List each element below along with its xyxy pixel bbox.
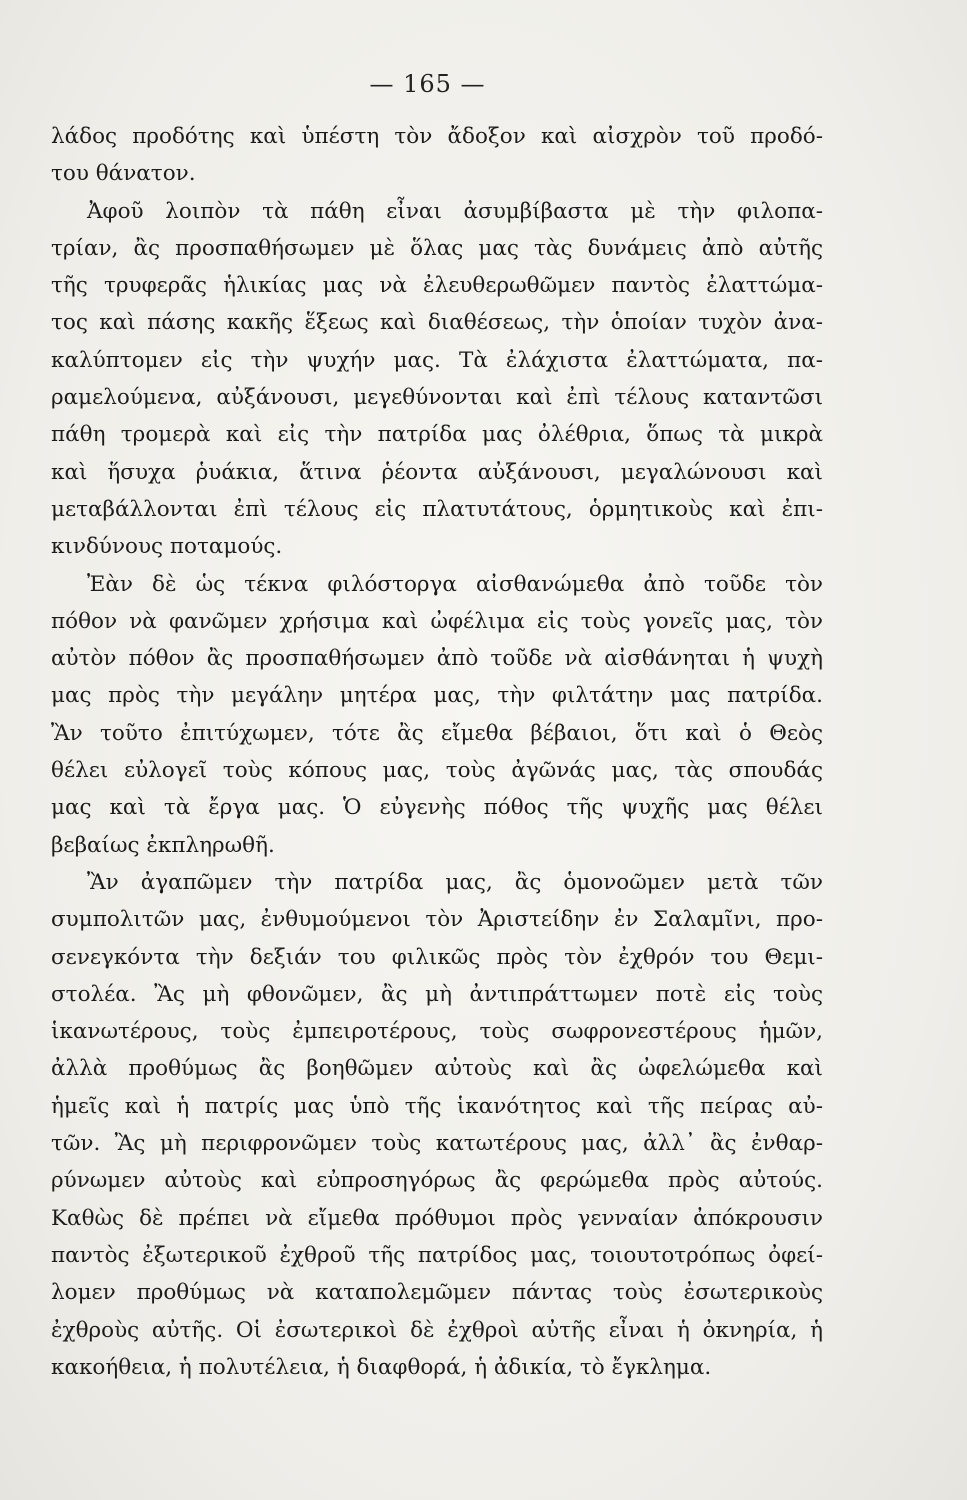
text-line: αὐτὸν πόθον ἂς προσπαθήσωμεν ἀπὸ τοῦδε νὰ αἰσθάνηται ἡ ψυχὴ: [51, 646, 823, 672]
text-line: στολέα. Ἂς μὴ φθονῶμεν, ἂς μὴ ἀντιπράττωμεν ποτὲ εἰς τοὺς: [51, 981, 823, 1007]
text-line: μεταβάλλονται ἐπὶ τέλους εἰς πλατυτάτους, ὁρμητικοὺς καὶ ἐπι-: [51, 496, 823, 522]
text-line: Ἂν τοῦτο ἐπιτύχωμεν, τότε ἂς εἴμεθα βέβαιοι, ὅτι καὶ ὁ Θεὸς: [51, 720, 823, 746]
text-line: καλύπτομεν εἰς τὴν ψυχήν μας. Τὰ ἐλάχιστα ἐλαττώματα, πα-: [51, 347, 823, 373]
text-line: βεβαίως ἐκπληρωθῆ.: [51, 832, 275, 858]
text-line: ραμελούμενα, αὐξάνουσι, μεγεθύνονται καὶ ἐπὶ τέλους καταντῶσι: [51, 385, 823, 411]
text-line: Καθὼς δὲ πρέπει νὰ εἴμεθα πρόθυμοι πρὸς γενναίαν ἀπόκρουσιν: [51, 1205, 823, 1231]
body-text: [51, 118, 823, 1386]
text-line: ἡμεῖς καὶ ἡ πατρίς μας ὑπὸ τῆς ἱκανότητος καὶ τῆς πείρας αὐ-: [51, 1093, 823, 1119]
text-line: κακοήθεια, ἡ πολυτέλεια, ἡ διαφθορά, ἡ ἀδικία, τὸ ἔγκλημα.: [51, 1354, 712, 1380]
text-line: σενεγκόντα τὴν δεξιάν του φιλικῶς πρὸς τὸν ἐχθρόν του Θεμι-: [51, 944, 823, 970]
text-line: τῶν. Ἂς μὴ περιφρονῶμεν τοὺς κατωτέρους μας, ἀλλ᾿ ἂς ἐνθαρ-: [51, 1131, 823, 1157]
text-line: παντὸς ἐξωτερικοῦ ἐχθροῦ τῆς πατρίδος μας, τοιουτοτρόπως ὀφεί-: [51, 1242, 823, 1268]
page-number: — 165 —: [369, 70, 486, 98]
text-line: ρύνωμεν αὐτοὺς καὶ εὐπροσηγόρως ἂς φερώμεθα πρὸς αὐτούς.: [51, 1168, 823, 1194]
text-line: τρίαν, ἂς προσπαθήσωμεν μὲ ὅλας μας τὰς δυνάμεις ἀπὸ αὐτῆς: [51, 235, 823, 261]
text-line: καὶ ἥσυχα ῥυάκια, ἅτινα ῥέοντα αὐξάνουσι, μεγαλώνουσι καὶ: [51, 459, 823, 485]
text-line: ἱκανωτέρους, τοὺς ἐμπειροτέρους, τοὺς σωφρονεστέρους ἡμῶν,: [51, 1019, 823, 1045]
text-line: του θάνατον.: [51, 161, 196, 187]
text-line: λάδος προδότης καὶ ὑπέστη τὸν ἄδοξον καὶ αἰσχρὸν τοῦ προδό-: [51, 124, 823, 149]
text-line: ἀλλὰ προθύμως ἂς βοηθῶμεν αὐτοὺς καὶ ἂς ὠφελώμεθα καὶ: [51, 1056, 823, 1082]
text-line: Ἀφοῦ λοιπὸν τὰ πάθη εἶναι ἀσυμβίβαστα μὲ τὴν φιλοπα-: [87, 198, 823, 224]
text-line: συμπολιτῶν μας, ἐνθυμούμενοι τὸν Ἀριστείδην ἐν Σαλαμῖνι, προ-: [51, 907, 823, 933]
text-line: πάθη τρομερὰ καὶ εἰς τὴν πατρίδα μας ὀλέθρια, ὅπως τὰ μικρὰ: [51, 422, 823, 448]
text-line: κινδύνους ποταμούς.: [51, 534, 283, 560]
text-line: Ἂν ἀγαπῶμεν τὴν πατρίδα μας, ἂς ὁμονοῶμεν μετὰ τῶν: [87, 869, 823, 895]
text-line: τος καὶ πάσης κακῆς ἕξεως καὶ διαθέσεως, τὴν ὁποίαν τυχὸν ἀνα-: [51, 310, 823, 336]
text-line: ἐχθροὺς αὐτῆς. Οἱ ἐσωτερικοὶ δὲ ἐχθροὶ αὐτῆς εἶναι ἡ ὀκνηρία, ἡ: [51, 1317, 823, 1343]
text-line: λομεν προθύμως νὰ καταπολεμῶμεν πάντας τοὺς ἐσωτερικοὺς: [51, 1280, 823, 1306]
text-line: θέλει εὐλογεῖ τοὺς κόπους μας, τοὺς ἀγῶνάς μας, τὰς σπουδάς: [51, 758, 823, 784]
text-line: τῆς τρυφερᾶς ἡλικίας μας νὰ ἐλευθερωθῶμεν παντὸς ἐλαττώμα-: [51, 273, 823, 299]
text-line: πόθον νὰ φανῶμεν χρήσιμα καὶ ὠφέλιμα εἰς τοὺς γονεῖς μας, τὸν: [51, 608, 823, 634]
text-line: Ἐὰν δὲ ὡς τέκνα φιλόστοργα αἰσθανώμεθα ἀπὸ τοῦδε τὸν: [87, 571, 823, 597]
text-line: μας πρὸς τὴν μεγάλην μητέρα μας, τὴν φιλτάτην μας πατρίδα.: [51, 683, 823, 709]
text-line: μας καὶ τὰ ἔργα μας. Ὁ εὐγενὴς πόθος τῆς ψυχῆς μας θέλει: [51, 795, 823, 821]
